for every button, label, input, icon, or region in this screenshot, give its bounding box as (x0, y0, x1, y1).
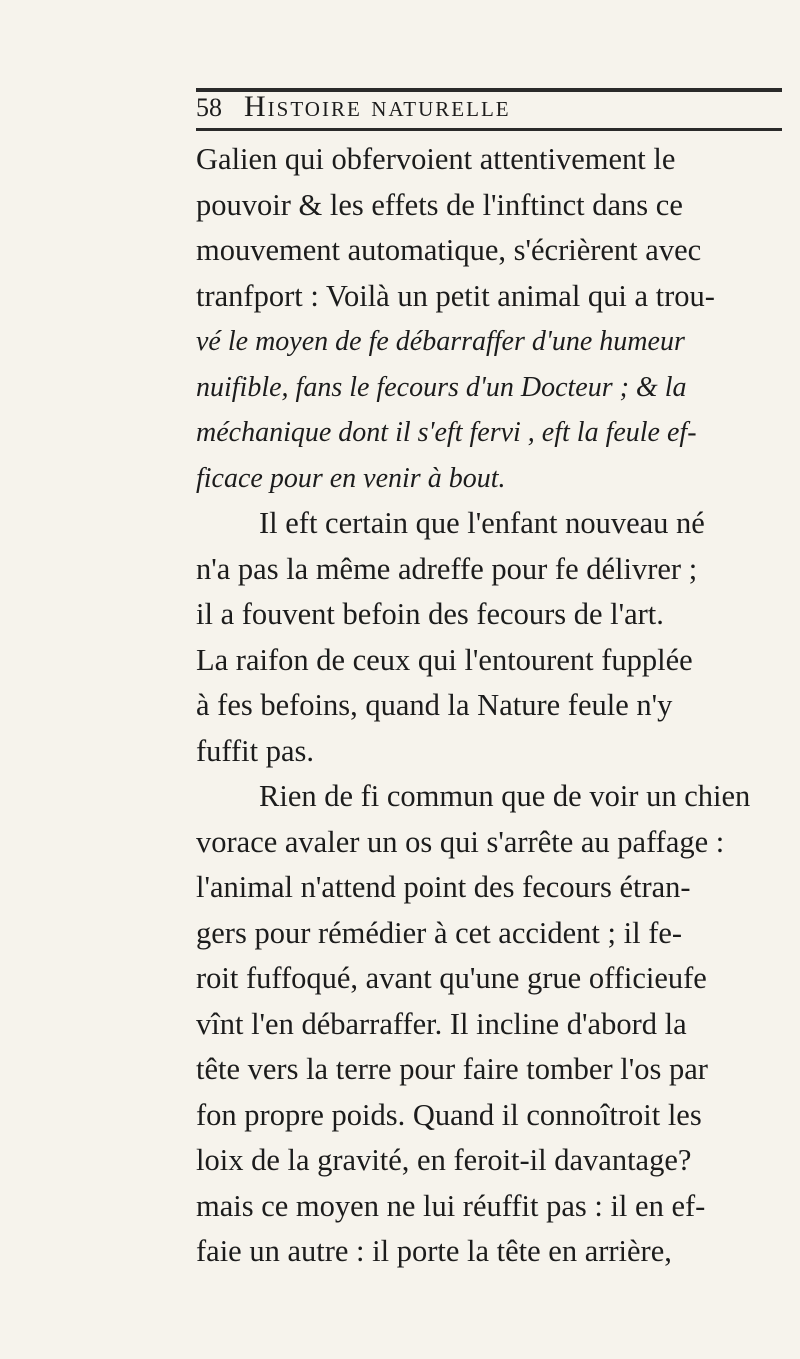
text-line: faie un autre : il porte la tête en arrière, (196, 1234, 672, 1268)
text-line-italic: nuifible, fans le fecours d'un Docteur ; & la (196, 371, 687, 403)
text-line-italic: méchanique dont il s'eft fervi , eft la feule ef- (196, 417, 697, 448)
text-line: n'a pas la même adreffe pour fe délivrer ; (196, 551, 698, 586)
text-line-italic: ficace pour en venir à bout. (196, 462, 506, 494)
text-line: vînt l'en débarraffer. Il incline d'abord la (196, 1006, 687, 1041)
text-line: pouvoir & les effets de l'inftinct dans ce (196, 187, 683, 222)
text-line-italic: vé le moyen de fe débarraffer d'une humeur (196, 326, 685, 357)
text-line: Galien qui obfervoient attentivement le (196, 142, 676, 176)
text-line: gers pour rémédier à cet accident ; il fe- (196, 915, 683, 950)
text-line: loix de la gravité, en feroit-il davantage? (196, 1143, 692, 1177)
text-line: La raifon de ceux qui l'entourent fupplée (196, 642, 693, 677)
text-line: vorace avaler un os qui s'arrête au paffage : (196, 824, 725, 859)
page-number: 58 (196, 93, 222, 122)
text-line: l'animal n'attend point des fecours étran- (196, 870, 691, 904)
paragraph-start-line: Il eft certain que l'enfant nouveau né (259, 506, 705, 540)
running-head (196, 86, 782, 126)
text-line: tête vers la terre pour faire tomber l'os par (196, 1052, 708, 1086)
text-line: il a fouvent befoin des fecours de l'art. (196, 597, 664, 631)
text-line: à fes befoins, quand la Nature feule n'y (196, 688, 673, 722)
text-line: mouvement automatique, s'écrièrent avec (196, 233, 702, 267)
text-line: tranfport : Voilà un petit animal qui a trou- (196, 278, 715, 313)
text-line: mais ce moyen ne lui réuffit pas : il en ef- (196, 1188, 706, 1223)
paragraph-start-line: Rien de fi commun que de voir un chien (259, 779, 751, 813)
text-line: fon propre poids. Quand il connoîtroit les (196, 1097, 702, 1132)
text-line: fuffit pas. (196, 733, 315, 768)
header-rule-bottom (196, 128, 782, 131)
body-text (196, 137, 786, 1275)
running-title: Histoire naturelle (244, 90, 511, 123)
text-line: roit fuffoqué, avant qu'une grue officieufe (196, 961, 707, 995)
